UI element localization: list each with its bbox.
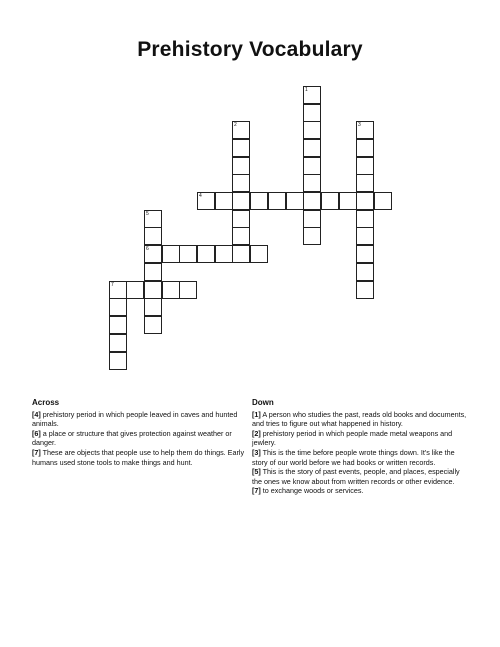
crossword-cell[interactable] <box>286 192 304 210</box>
crossword-cell[interactable] <box>356 139 374 157</box>
crossword-cell[interactable] <box>232 192 250 210</box>
down-clue <box>252 429 467 448</box>
down-clue <box>252 467 467 486</box>
clue-number: 1 <box>305 87 308 93</box>
down-clue <box>252 410 467 429</box>
crossword-cell[interactable] <box>356 245 374 263</box>
crossword-cell[interactable] <box>197 192 215 210</box>
crossword-cell[interactable] <box>374 192 392 210</box>
clue-text: These are objects that people use to help them do things. Early humans used stone tools to make things and hunt. <box>32 447 245 467</box>
clue-num: [1] <box>252 409 261 419</box>
crossword-cell[interactable] <box>303 192 321 210</box>
crossword-cell[interactable] <box>144 263 162 281</box>
crossword-cell[interactable] <box>144 227 162 245</box>
crossword-cell[interactable] <box>232 121 250 139</box>
crossword-cell[interactable] <box>356 210 374 228</box>
across-heading: Across <box>32 398 60 407</box>
crossword-cell[interactable] <box>356 192 374 210</box>
crossword-cell[interactable] <box>109 316 127 334</box>
across-clue <box>32 410 247 429</box>
crossword-cell[interactable] <box>144 316 162 334</box>
crossword-cell[interactable] <box>303 121 321 139</box>
crossword-cell[interactable] <box>197 245 215 263</box>
crossword-cell[interactable] <box>232 227 250 245</box>
crossword-cell[interactable] <box>303 86 321 104</box>
crossword-cell[interactable] <box>303 174 321 192</box>
crossword-cell[interactable] <box>144 245 162 263</box>
clue-num: [5] <box>252 467 261 477</box>
clue-num: [2] <box>252 428 261 438</box>
crossword-cell[interactable] <box>232 157 250 175</box>
across-clues <box>32 398 247 467</box>
crossword-cell[interactable] <box>356 174 374 192</box>
crossword-cell[interactable] <box>250 245 268 263</box>
clue-text: This is the story of past events, people, and places, especially the ones we know about from written records or other evidence. <box>252 467 460 486</box>
crossword-cell[interactable] <box>162 281 180 299</box>
crossword-cell[interactable] <box>109 334 127 352</box>
crossword-cell[interactable] <box>356 263 374 281</box>
clue-number: 3 <box>358 122 361 128</box>
crossword-cell[interactable] <box>232 210 250 228</box>
crossword-cell[interactable] <box>144 298 162 316</box>
crossword-cell[interactable] <box>356 281 374 299</box>
crossword-cell[interactable] <box>303 139 321 157</box>
crossword-cell[interactable] <box>356 121 374 139</box>
crossword-cell[interactable] <box>232 245 250 263</box>
crossword-cell[interactable] <box>215 192 233 210</box>
clue-num: [6] <box>32 428 41 438</box>
down-clue <box>252 448 467 467</box>
clue-num: [3] <box>252 447 261 457</box>
crossword-cell[interactable] <box>144 210 162 228</box>
crossword-cell[interactable] <box>303 227 321 245</box>
clue-num: [7] <box>252 486 261 496</box>
clue-number: 7 <box>111 282 114 288</box>
down-heading: Down <box>252 398 274 407</box>
clue-number: 5 <box>146 211 149 217</box>
across-clue-list <box>32 410 247 468</box>
crossword-cell[interactable] <box>162 245 180 263</box>
crossword-cell[interactable] <box>356 157 374 175</box>
clue-text: A person who studies the past, reads old books and documents, and tries to figure out what happened in history. <box>252 409 467 429</box>
down-clue-list <box>252 410 467 496</box>
clue-num: [7] <box>32 447 41 457</box>
crossword-cell[interactable] <box>232 139 250 157</box>
crossword-cell[interactable] <box>250 192 268 210</box>
crossword-cell[interactable] <box>356 227 374 245</box>
crossword-cell[interactable] <box>179 245 197 263</box>
clue-text: prehistory period in which people leaved in caves and hunted animals. <box>32 409 238 429</box>
crossword-cell[interactable] <box>215 245 233 263</box>
clue-number: 4 <box>199 193 202 199</box>
clue-number: 2 <box>234 122 237 128</box>
down-clue <box>252 486 467 496</box>
crossword-cell[interactable] <box>232 174 250 192</box>
clue-number: 6 <box>146 246 149 252</box>
page-title: Prehistory Vocabulary <box>137 38 363 61</box>
clue-text: a place or structure that gives protection against weather or danger. <box>32 428 232 448</box>
crossword-cell[interactable] <box>126 281 144 299</box>
clue-num: [4] <box>32 409 41 419</box>
crossword-cell[interactable] <box>109 281 127 299</box>
crossword-cell[interactable] <box>179 281 197 299</box>
clue-text: to exchange woods or services. <box>260 486 364 496</box>
across-clue <box>32 429 247 448</box>
crossword-cell[interactable] <box>144 281 162 299</box>
clue-text: prehistory period in which people made metal weapons and jewlery. <box>252 428 453 448</box>
crossword-cell[interactable] <box>321 192 339 210</box>
crossword-cell[interactable] <box>303 210 321 228</box>
crossword-cell[interactable] <box>109 352 127 370</box>
crossword-cell[interactable] <box>268 192 286 210</box>
down-clues <box>252 398 467 496</box>
crossword-cell[interactable] <box>303 157 321 175</box>
across-clue <box>32 448 247 467</box>
clue-text: This is the time before people wrote things down. It's like the story of our world before we had books or written records. <box>252 447 455 467</box>
crossword-cell[interactable] <box>109 298 127 316</box>
crossword-cell[interactable] <box>303 104 321 122</box>
crossword-cell[interactable] <box>339 192 357 210</box>
